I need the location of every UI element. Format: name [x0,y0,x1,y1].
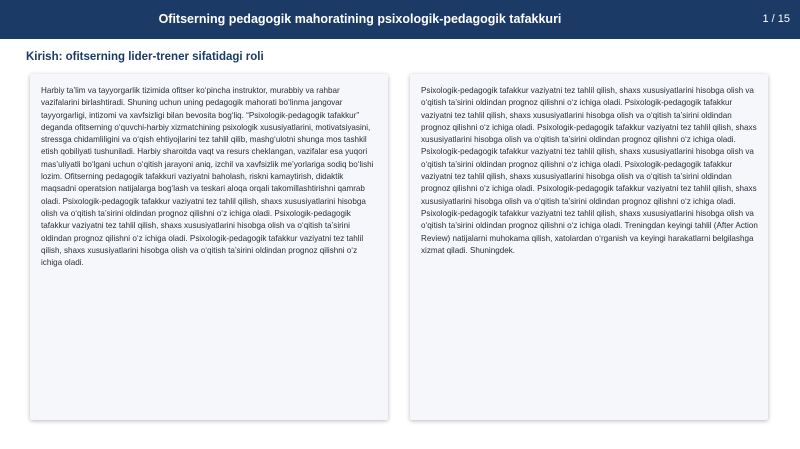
page-indicator: 1 / 15 [762,13,790,25]
right-paragraph: Psixologik-pedagogik tafakkur vaziyatni tez tahlil qilish, shaxs xususiyatlarini hisobga olish va o‘qitish ta’sirini oldindan prognoz qilishni o‘z ichiga oladi. Psixologik-pedagogik tafakkur vaziyatni tez tahlil qilish, shaxs xususiyatlarini hisobga olish va o‘qitish ta’sirini oldindan prognoz qilishni o‘z ichiga oladi. Psixologik-pedagogik tafakkur vaziyatni tez tahlil qilish, shaxs xususiyatlarini hisobga olish va o‘qitish ta’sirini oldindan prognoz qilishni o‘z ichiga oladi. Psixologik-pedagogik tafakkur vaziyatni tez tahlil qilish, shaxs xususiyatlarini hisobga olish va o‘qitish ta’sirini oldindan prognoz qilishni o‘z ichiga oladi. Psixologik-pedagogik tafakkur vaziyatni tez tahlil qilish, shaxs xususiyatlarini hisobga olish va o‘qitish ta’sirini oldindan prognoz qilishni o‘z ichiga oladi. Psixologik-pedagogik tafakkur vaziyatni tez tahlil qilish, shaxs xususiyatlarini hisobga olish va o‘qitish ta’sirini oldindan prognoz qilishni o‘z ichiga oladi. Psixologik-pedagogik tafakkur vaziyatni tez tahlil qilish, shaxs xususiyatlarini hisobga olish va o‘qitish ta’sirini oldindan prognoz qilishni o‘z ichiga oladi. Treningdan keyingi tahlil (After Action Review) natijalarni muhokama qilish, xatolardan o‘rganish va keyingi harakatlarni belgilashga xizmat qiladi. Shuningdek. [421,86,758,255]
right-text-card [410,74,768,420]
section-heading: Kirish: ofitserning lider-trener sifatidagi roli [26,51,264,63]
left-text-card [30,74,388,420]
slide-title: Ofitserning pedagogik mahoratining psixologik-pedagogik tafakkuri [158,12,562,26]
slide-header [0,0,800,39]
left-paragraph: Harbiy ta’lim va tayyorgarlik tizimida ofitser ko‘pincha instruktor, murabbiy va rahbar vazifalarini birlashtiradi. Shuning uchun uning pedagogik mahorati bo‘linma jangovar tayyorgarligi, intizomi va xavfsizligi bilan bevosita bog‘liq. “Psixologik-pedagogik tafakkur” deganda ofitserning o‘quvchi-harbiy xizmatchining psixologik xususiyatlarini, motivatsiyasini, stressga chidamliligini va o‘qish ehtiyojlarini tez tahlil qilib, mashg‘ulotni shunga mos tashkil etish qobiliyati tushuniladi. Harbiy sharoitda vaqt va resurs cheklangan, vazifalar esa yuqori mas’uliyatli bo‘lgani uchun o‘qitish jarayoni aniq, izchil va xavfsizlik me’yorlariga sodiq bo‘lishi lozim. Ofitserning pedagogik tafakkuri vaziyatni baholash, riskni kamaytirish, didaktik maqsadni operatsion natijalarga bog‘lash va teskari aloqa orqali takomillashtirishni qamrab oladi. Psixologik-pedagogik tafakkur vaziyatni tez tahlil qilish, shaxs xususiyatlarini hisobga olish va o‘qitish ta’sirini oldindan prognoz qilishni o‘z ichiga oladi. Psixologik-pedagogik tafakkur vaziyatni tez tahlil qilish, shaxs xususiyatlarini hisobga olish va o‘qitish ta’sirini oldindan prognoz qilishni o‘z ichiga oladi. Psixologik-pedagogik tafakkur vaziyatni tez tahlil qilish, shaxs xususiyatlarini hisobga olish va o‘qitish ta’sirini oldindan prognoz qilishni o‘z ichiga oladi. [41,86,374,268]
